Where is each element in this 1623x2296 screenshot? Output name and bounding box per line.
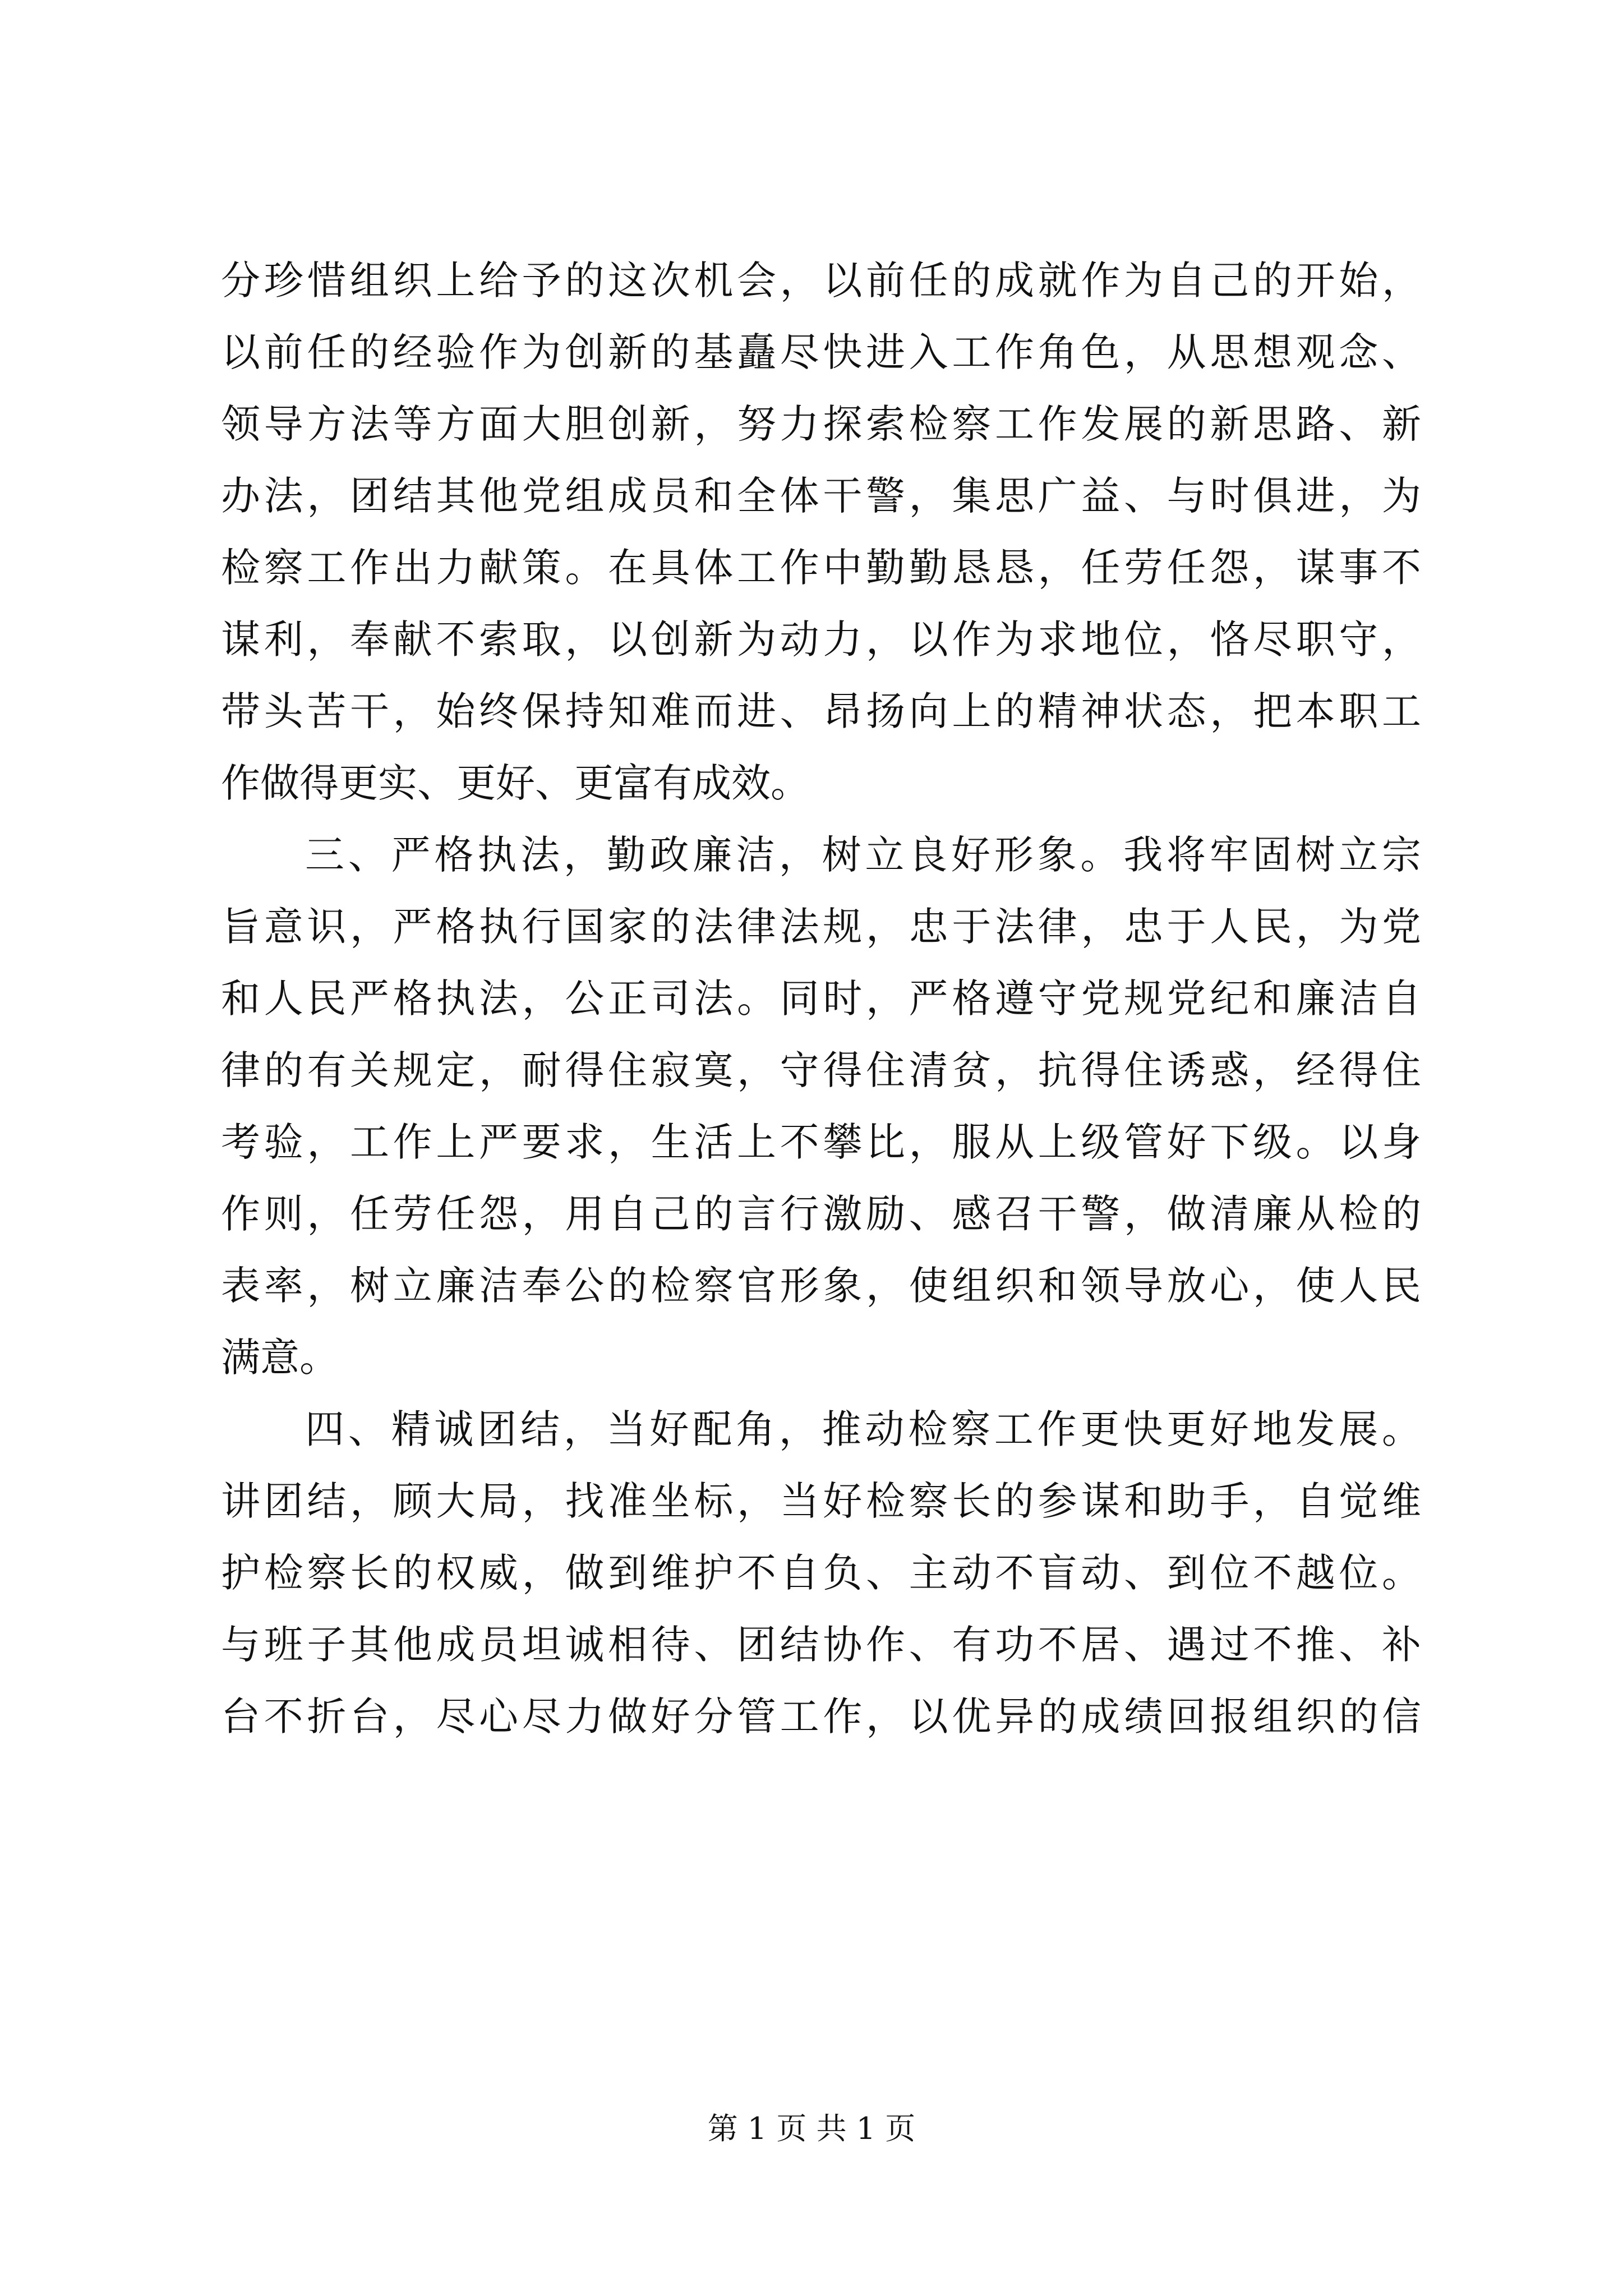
text-line: 讲团结，顾大局，找准坐标，当好检察长的参谋和助手，自觉维 (221, 1478, 1421, 1524)
text-line: 作则，任劳任怨，用自己的言行激励、感召干警，做清廉从检的 (221, 1191, 1421, 1237)
text-line: 作做得更实、更好、更富有成效。 (221, 760, 810, 806)
page-number-footer: 第 1 页 共 1 页 (707, 2111, 916, 2146)
text-line: 办法，团结其他党组成员和全体干警，集思广益、与时俱进，为 (221, 473, 1421, 519)
text-line: 带头苦干，始终保持知难而进、昂扬向上的精神状态，把本职工 (221, 688, 1421, 734)
text-line: 考验，工作上严要求，生活上不攀比，服从上级管好下级。以身 (221, 1119, 1421, 1165)
paragraph-heading-line: 三、严格执法，勤政廉洁，树立良好形象。我将牢固树立宗 (305, 832, 1421, 878)
text-line: 分珍惜组织上给予的这次机会，以前任的成就作为自己的开始， (221, 257, 1421, 303)
text-line: 和人民严格执法，公正司法。同时，严格遵守党规党纪和廉洁自 (221, 976, 1421, 1022)
text-line: 领导方法等方面大胆创新，努力探索检察工作发展的新思路、新 (221, 401, 1421, 447)
text-line: 旨意识，严格执行国家的法律法规，忠于法律，忠于人民，为党 (221, 904, 1421, 950)
text-line: 表率，树立廉洁奉公的检察官形象，使组织和领导放心，使人民 (221, 1263, 1421, 1309)
paragraph-heading-line: 四、精诚团结，当好配角，推动检察工作更快更好地发展。 (305, 1406, 1421, 1452)
text-line: 与班子其他成员坦诚相待、团结协作、有功不居、遇过不推、补 (221, 1622, 1421, 1668)
text-line: 护检察长的权威，做到维护不自负、主动不盲动、到位不越位。 (221, 1550, 1421, 1596)
text-line: 满意。 (221, 1335, 339, 1381)
text-line: 检察工作出力献策。在具体工作中勤勤恳恳，任劳任怨，谋事不 (221, 545, 1421, 591)
text-line: 律的有关规定，耐得住寂寞，守得住清贫，抗得住诱惑，经得住 (221, 1047, 1421, 1093)
text-line: 谋利，奉献不索取，以创新为动力，以作为求地位，恪尽职守， (221, 616, 1421, 662)
text-line: 台不折台，尽心尽力做好分管工作，以优异的成绩回报组织的信 (221, 1694, 1421, 1740)
text-line: 以前任的经验作为创新的基矗尽快进入工作角色，从思想观念、 (221, 329, 1421, 375)
